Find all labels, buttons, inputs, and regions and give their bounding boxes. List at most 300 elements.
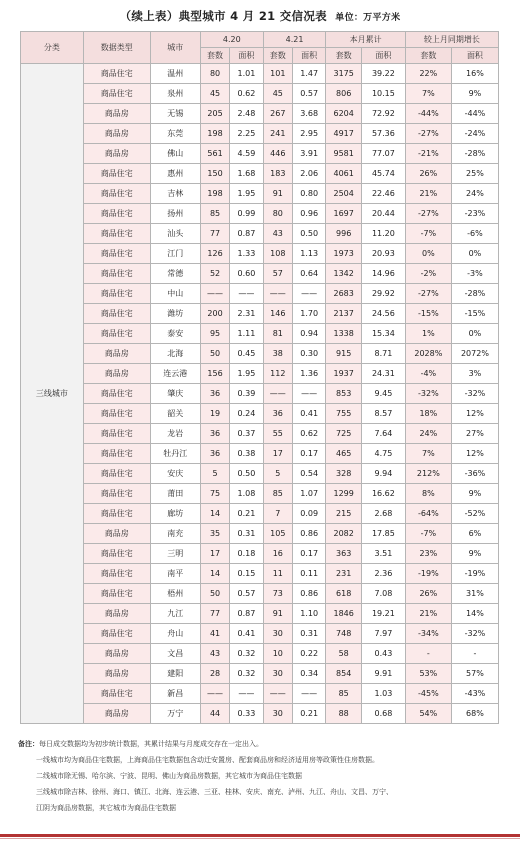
category-cell: 三线城市 xyxy=(21,64,84,724)
table-row xyxy=(21,164,499,184)
value-cell: 0.41 xyxy=(292,404,325,424)
value-cell: 1.95 xyxy=(230,184,263,204)
value-cell: 7% xyxy=(405,84,451,104)
value-cell: 748 xyxy=(326,624,362,644)
value-cell: 0.32 xyxy=(230,644,263,664)
note-line-3: 二线城市除无锡、哈尔滨、宁波、昆明、佛山为商品房数据，其它城市为商品住宅数据 xyxy=(36,772,302,780)
value-cell: -27% xyxy=(405,284,451,304)
value-cell: 6204 xyxy=(326,104,362,124)
value-cell: 0.54 xyxy=(292,464,325,484)
value-cell: 1973 xyxy=(326,244,362,264)
note-line-5: 江阴为商品房数据，其它城市为商品住宅数据 xyxy=(36,804,176,812)
city-cell: 无锡 xyxy=(150,104,200,124)
value-cell: 996 xyxy=(326,224,362,244)
header-sub: 套数 xyxy=(326,48,362,64)
value-cell: 11 xyxy=(263,564,292,584)
value-cell: -44% xyxy=(405,104,451,124)
value-cell: 0% xyxy=(405,244,451,264)
value-cell: 0.96 xyxy=(292,204,325,224)
city-cell: 泉州 xyxy=(150,84,200,104)
table-row xyxy=(21,384,499,404)
data-type-cell: 商品住宅 xyxy=(83,244,150,264)
value-cell: 16 xyxy=(263,544,292,564)
value-cell: 12% xyxy=(451,444,498,464)
table-row xyxy=(21,284,499,304)
city-cell: 泰安 xyxy=(150,324,200,344)
value-cell: 57 xyxy=(263,264,292,284)
data-type-cell: 商品住宅 xyxy=(83,324,150,344)
value-cell: 0.15 xyxy=(230,564,263,584)
value-cell: 328 xyxy=(326,464,362,484)
value-cell: 24.56 xyxy=(361,304,405,324)
value-cell: 19 xyxy=(200,404,229,424)
value-cell: 17.85 xyxy=(361,524,405,544)
city-cell: 常德 xyxy=(150,264,200,284)
value-cell: 38 xyxy=(263,344,292,364)
value-cell: 9.94 xyxy=(361,464,405,484)
value-cell: -15% xyxy=(451,304,498,324)
value-cell: -3% xyxy=(451,264,498,284)
city-cell: 文昌 xyxy=(150,644,200,664)
value-cell: 68% xyxy=(451,704,498,724)
transaction-table xyxy=(20,31,499,724)
value-cell: 12% xyxy=(451,404,498,424)
value-cell: 73 xyxy=(263,584,292,604)
value-cell: 0.64 xyxy=(292,264,325,284)
note-line-2: 一线城市均为商品住宅数据，上海商品住宅数据包含动迁安置房、配套商品房和经济适用房等政策性住房数据。 xyxy=(36,756,379,764)
value-cell: 0.31 xyxy=(292,624,325,644)
value-cell: 1697 xyxy=(326,204,362,224)
value-cell: 198 xyxy=(200,184,229,204)
value-cell: -32% xyxy=(451,384,498,404)
value-cell: 35 xyxy=(200,524,229,544)
city-cell: 惠州 xyxy=(150,164,200,184)
value-cell: 23% xyxy=(405,544,451,564)
value-cell: 21% xyxy=(405,604,451,624)
value-cell: -21% xyxy=(405,144,451,164)
value-cell: 14% xyxy=(451,604,498,624)
value-cell: 1.36 xyxy=(292,364,325,384)
table-row xyxy=(21,84,499,104)
data-type-cell: 商品房 xyxy=(83,644,150,664)
value-cell: 2.48 xyxy=(230,104,263,124)
table-row xyxy=(21,264,499,284)
data-type-cell: 商品住宅 xyxy=(83,444,150,464)
value-cell: 29.92 xyxy=(361,284,405,304)
table-row xyxy=(21,184,499,204)
value-cell: 156 xyxy=(200,364,229,384)
city-cell: 佛山 xyxy=(150,144,200,164)
value-cell: 1.10 xyxy=(292,604,325,624)
notes xyxy=(18,736,508,816)
value-cell: 3.68 xyxy=(292,104,325,124)
table-row xyxy=(21,204,499,224)
value-cell: 9% xyxy=(451,544,498,564)
value-cell: 0.24 xyxy=(230,404,263,424)
table-row xyxy=(21,664,499,684)
value-cell: 58 xyxy=(326,644,362,664)
table-row xyxy=(21,64,499,84)
value-cell: 3.51 xyxy=(361,544,405,564)
data-type-cell: 商品房 xyxy=(83,704,150,724)
value-cell: 8.71 xyxy=(361,344,405,364)
value-cell: 2.25 xyxy=(230,124,263,144)
data-type-cell: 商品住宅 xyxy=(83,564,150,584)
value-cell: 55 xyxy=(263,424,292,444)
value-cell: 36 xyxy=(200,444,229,464)
value-cell: 24% xyxy=(451,184,498,204)
value-cell: -23% xyxy=(451,204,498,224)
table-row xyxy=(21,364,499,384)
value-cell: 2504 xyxy=(326,184,362,204)
value-cell: 36 xyxy=(200,424,229,444)
value-cell: 45.74 xyxy=(361,164,405,184)
table-row xyxy=(21,644,499,664)
data-type-cell: 商品住宅 xyxy=(83,204,150,224)
value-cell: 80 xyxy=(263,204,292,224)
value-cell: 20.93 xyxy=(361,244,405,264)
value-cell: 2.31 xyxy=(230,304,263,324)
data-type-cell: 商品住宅 xyxy=(83,504,150,524)
value-cell: 0.41 xyxy=(230,624,263,644)
value-cell: 22% xyxy=(405,64,451,84)
city-cell: 温州 xyxy=(150,64,200,84)
value-cell: 28 xyxy=(200,664,229,684)
value-cell: —— xyxy=(292,284,325,304)
header-yoy-growth: 较上月同期增长 xyxy=(405,32,498,48)
value-cell: —— xyxy=(230,284,263,304)
value-cell: 108 xyxy=(263,244,292,264)
value-cell: —— xyxy=(200,284,229,304)
value-cell: 1.70 xyxy=(292,304,325,324)
value-cell: -7% xyxy=(405,224,451,244)
data-type-cell: 商品住宅 xyxy=(83,544,150,564)
value-cell: 14 xyxy=(200,564,229,584)
value-cell: 7% xyxy=(405,444,451,464)
value-cell: 88 xyxy=(326,704,362,724)
city-cell: 汕头 xyxy=(150,224,200,244)
value-cell: 1% xyxy=(405,324,451,344)
value-cell: 41 xyxy=(200,624,229,644)
value-cell: 231 xyxy=(326,564,362,584)
value-cell: 3.91 xyxy=(292,144,325,164)
value-cell: 7.97 xyxy=(361,624,405,644)
data-type-cell: 商品住宅 xyxy=(83,264,150,284)
city-cell: 东莞 xyxy=(150,124,200,144)
value-cell: 14 xyxy=(200,504,229,524)
value-cell: 1.33 xyxy=(230,244,263,264)
value-cell: 19.21 xyxy=(361,604,405,624)
value-cell: -6% xyxy=(451,224,498,244)
value-cell: 0.31 xyxy=(230,524,263,544)
data-type-cell: 商品住宅 xyxy=(83,484,150,504)
header-4-20: 4.20 xyxy=(200,32,263,48)
value-cell: 72.92 xyxy=(361,104,405,124)
value-cell: 0.21 xyxy=(292,704,325,724)
city-cell: 建阳 xyxy=(150,664,200,684)
value-cell: 21% xyxy=(405,184,451,204)
table-row xyxy=(21,504,499,524)
value-cell: 0.30 xyxy=(292,344,325,364)
value-cell: 806 xyxy=(326,84,362,104)
value-cell: 5 xyxy=(200,464,229,484)
value-cell: 146 xyxy=(263,304,292,324)
value-cell: 561 xyxy=(200,144,229,164)
value-cell: 183 xyxy=(263,164,292,184)
city-cell: 九江 xyxy=(150,604,200,624)
data-type-cell: 商品住宅 xyxy=(83,404,150,424)
value-cell: 9581 xyxy=(326,144,362,164)
value-cell: 45 xyxy=(263,84,292,104)
value-cell: 9.45 xyxy=(361,384,405,404)
value-cell: 150 xyxy=(200,164,229,184)
value-cell: 212% xyxy=(405,464,451,484)
value-cell: -32% xyxy=(405,384,451,404)
value-cell: 85 xyxy=(263,484,292,504)
data-type-cell: 商品房 xyxy=(83,524,150,544)
value-cell: 2082 xyxy=(326,524,362,544)
value-cell: 6% xyxy=(451,524,498,544)
data-type-cell: 商品房 xyxy=(83,604,150,624)
value-cell: 0.60 xyxy=(230,264,263,284)
value-cell: 91 xyxy=(263,604,292,624)
value-cell: 1299 xyxy=(326,484,362,504)
city-cell: 龙岩 xyxy=(150,424,200,444)
value-cell: —— xyxy=(230,684,263,704)
value-cell: 2683 xyxy=(326,284,362,304)
value-cell: 25% xyxy=(451,164,498,184)
city-cell: 新昌 xyxy=(150,684,200,704)
table-row xyxy=(21,404,499,424)
value-cell: 1.68 xyxy=(230,164,263,184)
city-cell: 连云港 xyxy=(150,364,200,384)
value-cell: 215 xyxy=(326,504,362,524)
city-cell: 潍坊 xyxy=(150,304,200,324)
value-cell: -4% xyxy=(405,364,451,384)
value-cell: 0.21 xyxy=(230,504,263,524)
value-cell: 0.17 xyxy=(292,444,325,464)
value-cell: 16.62 xyxy=(361,484,405,504)
table-row xyxy=(21,124,499,144)
value-cell: -2% xyxy=(405,264,451,284)
table-row xyxy=(21,684,499,704)
value-cell: 36 xyxy=(200,384,229,404)
value-cell: 1.01 xyxy=(230,64,263,84)
table-row xyxy=(21,524,499,544)
table-row xyxy=(21,424,499,444)
value-cell: 14.96 xyxy=(361,264,405,284)
value-cell: -15% xyxy=(405,304,451,324)
value-cell: 0.86 xyxy=(292,584,325,604)
value-cell: 39.22 xyxy=(361,64,405,84)
value-cell: 0.94 xyxy=(292,324,325,344)
value-cell: -32% xyxy=(451,624,498,644)
table-row xyxy=(21,584,499,604)
value-cell: 9% xyxy=(451,484,498,504)
data-type-cell: 商品住宅 xyxy=(83,304,150,324)
header-category: 分类 xyxy=(21,32,84,64)
value-cell: -28% xyxy=(451,144,498,164)
value-cell: 5 xyxy=(263,464,292,484)
value-cell: - xyxy=(405,644,451,664)
value-cell: -34% xyxy=(405,624,451,644)
value-cell: 75 xyxy=(200,484,229,504)
value-cell: 91 xyxy=(263,184,292,204)
value-cell: 4061 xyxy=(326,164,362,184)
value-cell: 2137 xyxy=(326,304,362,324)
value-cell: 126 xyxy=(200,244,229,264)
value-cell: 2028% xyxy=(405,344,451,364)
city-cell: 肇庆 xyxy=(150,384,200,404)
value-cell: 1.47 xyxy=(292,64,325,84)
value-cell: 1846 xyxy=(326,604,362,624)
table-row xyxy=(21,624,499,644)
value-cell: 4917 xyxy=(326,124,362,144)
footer-divider xyxy=(0,834,520,837)
table-row xyxy=(21,144,499,164)
value-cell: 18% xyxy=(405,404,451,424)
value-cell: 0.68 xyxy=(361,704,405,724)
notes-label: 备注： xyxy=(18,740,39,748)
value-cell: 0.09 xyxy=(292,504,325,524)
data-type-cell: 商品住宅 xyxy=(83,64,150,84)
table-row xyxy=(21,444,499,464)
value-cell: 0.87 xyxy=(230,224,263,244)
value-cell: 105 xyxy=(263,524,292,544)
table-row xyxy=(21,244,499,264)
value-cell: 0.50 xyxy=(230,464,263,484)
city-cell: 南平 xyxy=(150,564,200,584)
value-cell: 1338 xyxy=(326,324,362,344)
city-cell: 梧州 xyxy=(150,584,200,604)
value-cell: - xyxy=(451,644,498,664)
city-cell: 莆田 xyxy=(150,484,200,504)
table-row xyxy=(21,464,499,484)
value-cell: 77.07 xyxy=(361,144,405,164)
value-cell: 85 xyxy=(326,684,362,704)
data-type-cell: 商品房 xyxy=(83,364,150,384)
value-cell: 853 xyxy=(326,384,362,404)
data-type-cell: 商品住宅 xyxy=(83,84,150,104)
city-cell: 北海 xyxy=(150,344,200,364)
value-cell: 0.62 xyxy=(230,84,263,104)
value-cell: 30 xyxy=(263,624,292,644)
page-title xyxy=(0,8,520,24)
value-cell: 618 xyxy=(326,584,362,604)
value-cell: -28% xyxy=(451,284,498,304)
city-cell: 廊坊 xyxy=(150,504,200,524)
table-row xyxy=(21,484,499,504)
value-cell: 0.86 xyxy=(292,524,325,544)
value-cell: 1.08 xyxy=(230,484,263,504)
value-cell: 1.13 xyxy=(292,244,325,264)
data-type-cell: 商品住宅 xyxy=(83,384,150,404)
header-data-type: 数据类型 xyxy=(83,32,150,64)
value-cell: 0.45 xyxy=(230,344,263,364)
value-cell: 9% xyxy=(451,84,498,104)
value-cell: 0% xyxy=(451,324,498,344)
value-cell: -52% xyxy=(451,504,498,524)
value-cell: 8% xyxy=(405,484,451,504)
value-cell: 30 xyxy=(263,664,292,684)
value-cell: 95 xyxy=(200,324,229,344)
value-cell: 1.11 xyxy=(230,324,263,344)
value-cell: -19% xyxy=(405,564,451,584)
header-row-1 xyxy=(21,32,499,48)
header-sub: 套数 xyxy=(405,48,451,64)
value-cell: 9.91 xyxy=(361,664,405,684)
value-cell: 2.36 xyxy=(361,564,405,584)
value-cell: 81 xyxy=(263,324,292,344)
data-type-cell: 商品房 xyxy=(83,124,150,144)
note-text-1: 每日成交数据均为初步统计数据，其累计结果与月度成交存在一定出入。 xyxy=(39,740,263,748)
value-cell: 0.57 xyxy=(230,584,263,604)
value-cell: -27% xyxy=(405,204,451,224)
city-cell: 牡丹江 xyxy=(150,444,200,464)
value-cell: 53% xyxy=(405,664,451,684)
data-type-cell: 商品房 xyxy=(83,144,150,164)
value-cell: 241 xyxy=(263,124,292,144)
value-cell: 915 xyxy=(326,344,362,364)
city-cell: 安庆 xyxy=(150,464,200,484)
table-row xyxy=(21,224,499,244)
value-cell: 43 xyxy=(263,224,292,244)
value-cell: 16% xyxy=(451,64,498,84)
header-month-cumulative: 本月累计 xyxy=(326,32,405,48)
value-cell: 7 xyxy=(263,504,292,524)
footer-divider-thin xyxy=(0,838,520,839)
value-cell: -27% xyxy=(405,124,451,144)
header-sub: 套数 xyxy=(200,48,229,64)
data-type-cell: 商品住宅 xyxy=(83,164,150,184)
header-sub: 面积 xyxy=(451,48,498,64)
value-cell: 11.20 xyxy=(361,224,405,244)
value-cell: —— xyxy=(263,284,292,304)
table-row xyxy=(21,544,499,564)
value-cell: 36 xyxy=(263,404,292,424)
value-cell: 1.95 xyxy=(230,364,263,384)
value-cell: 8.57 xyxy=(361,404,405,424)
value-cell: 0.11 xyxy=(292,564,325,584)
value-cell: 31% xyxy=(451,584,498,604)
value-cell: 200 xyxy=(200,304,229,324)
value-cell: 85 xyxy=(200,204,229,224)
table-row xyxy=(21,324,499,344)
value-cell: 45 xyxy=(200,84,229,104)
value-cell: 0.99 xyxy=(230,204,263,224)
value-cell: 0.37 xyxy=(230,424,263,444)
header-sub: 套数 xyxy=(263,48,292,64)
table-row xyxy=(21,564,499,584)
data-type-cell: 商品房 xyxy=(83,344,150,364)
value-cell: 0.38 xyxy=(230,444,263,464)
header-sub: 面积 xyxy=(361,48,405,64)
value-cell: 755 xyxy=(326,404,362,424)
city-cell: 扬州 xyxy=(150,204,200,224)
value-cell: 17 xyxy=(263,444,292,464)
data-type-cell: 商品住宅 xyxy=(83,624,150,644)
value-cell: 10.15 xyxy=(361,84,405,104)
value-cell: —— xyxy=(200,684,229,704)
value-cell: 43 xyxy=(200,644,229,664)
data-type-cell: 商品住宅 xyxy=(83,584,150,604)
value-cell: 2.06 xyxy=(292,164,325,184)
note-line-1 xyxy=(18,736,508,752)
value-cell: 27% xyxy=(451,424,498,444)
value-cell: 57.36 xyxy=(361,124,405,144)
value-cell: 26% xyxy=(405,164,451,184)
value-cell: -44% xyxy=(451,104,498,124)
